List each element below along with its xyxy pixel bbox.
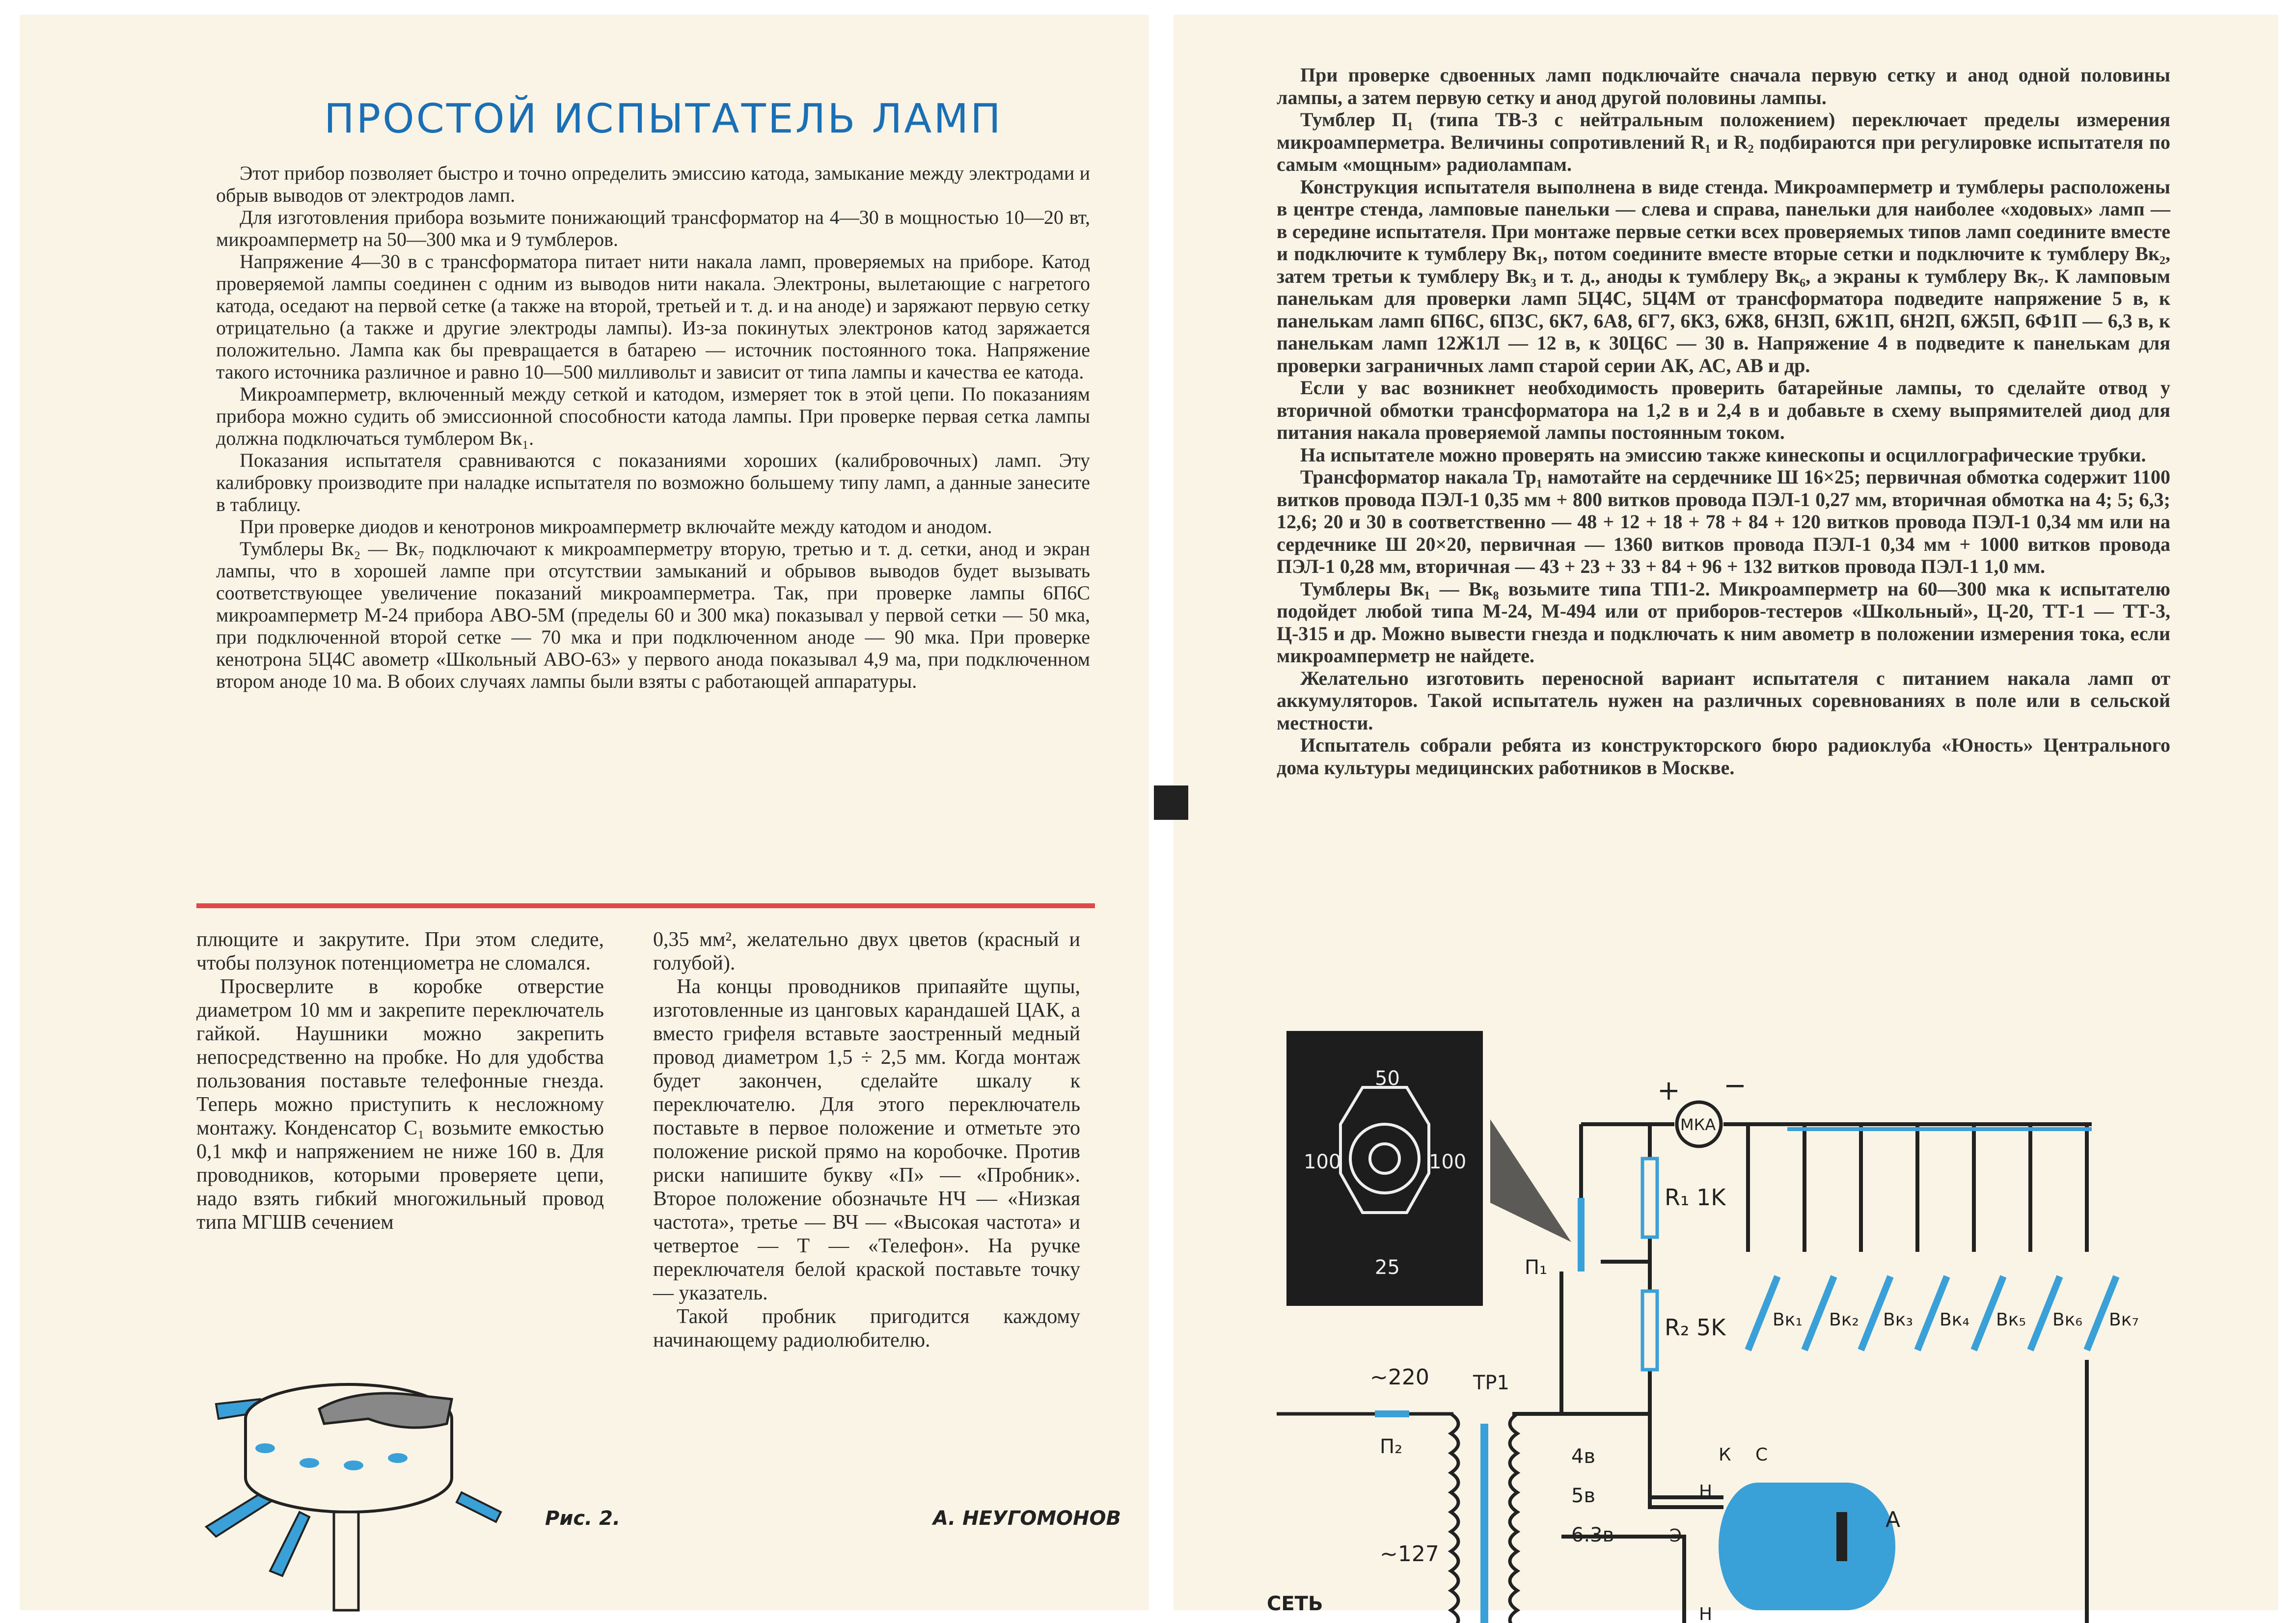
- resistor-r1-label: R₁ 1K: [1665, 1184, 1726, 1211]
- switch-shaft: [334, 1512, 358, 1610]
- spine-registration-mark: [1154, 785, 1188, 820]
- paragraph: Конструкция испытателя выполнена в виде стенда. Микроамперметр и тумблеры расположены в центре стенда, ламповые панельки — слева и справа, панельки для наиболее «ходовых» ламп — в середине испытателя. При монтаже первые сетки всех проверяемых типов ламп соедините вместе и подключите к тумблеру Вк₁, потом соедините вместе вторые сетки и подключите к тумблеру Вк₂, затем третьи к тумблеру Вк₃ и т. д., аноды к тумблеру Вк₆, а экраны к тумблеру Вк₇. К ламповым панелькам для проверки ламп 5Ц4С, 5Ц4М от трансформатора подведите напряжение 5 в, к панелькам ламп 6П6С, 6П3С, 6К7, 6А8, 6Г7, 6К3, 6Ж8, 6Н3П, 6Ж1П, 6Н2П, 6Ж5П, 6Ф1П — 6,3 в, к панелькам ламп 12Ж1Л — 12 в, к 30Ц6С — 30 в. Напряжение 4 в подведите к панелькам для проверки заграничных ламп старой серии АК, АС, АВ и др.: [1277, 175, 2170, 377]
- resistor-r1: [1642, 1159, 1657, 1237]
- meter-plus: +: [1657, 1075, 1680, 1107]
- mains-label: СЕТЬ: [1267, 1593, 1323, 1615]
- switch-bk3-label: Вк₃: [1883, 1310, 1913, 1330]
- switch-bk7-label: Вк₇: [2109, 1310, 2139, 1330]
- tube-pin-a: А: [1886, 1507, 1901, 1532]
- article-title: ПРОСТОЙ ИСПЫТАТЕЛЬ ЛАМП: [324, 96, 1003, 142]
- dial-label-bottom: 25: [1375, 1256, 1400, 1279]
- tube-pin-h1: Н: [1699, 1482, 1713, 1502]
- switch-bk6-label: Вк₆: [2052, 1310, 2082, 1330]
- tap-6-3v: 6.3в: [1571, 1524, 1614, 1546]
- switch-p1-label: П₁: [1525, 1256, 1548, 1279]
- paragraph: Этот прибор позволяет быстро и точно определить эмиссию катода, замыкание между электродами и обрыв выводов от электродов ламп.: [216, 162, 1090, 206]
- paragraph: Для изготовления прибора возьмите понижающий трансформатор на 4—30 в мощностью 10—20 вт, микроамперметр на 50—300 мка и 9 тумблеров.: [216, 206, 1090, 250]
- switch-bk5-label: Вк₅: [1996, 1310, 2026, 1330]
- tube-under-test: [1719, 1483, 1895, 1610]
- resistor-r2: [1642, 1291, 1657, 1370]
- paragraph: Если у вас возникнет необходимость проверить батарейные лампы, то сделайте отвод у вторичной обмотки трансформатора на 1,2 в и 2,4 в и добавьте в схему выпрямителей диод для питания накала проверяемой лампы постоянным током.: [1277, 377, 2170, 443]
- left-column-text: [196, 928, 604, 1234]
- microammeter-label: МКА: [1680, 1115, 1716, 1134]
- paragraph: Тумблер П₁ (типа ТВ-3 с нейтральным положением) переключает пределы измерения микроамперметра. Величины сопротивлений R₁ и R₂ подбираются при регулировке испытателя по самым «мощным» радиолампам.: [1277, 108, 2170, 175]
- paragraph: На концы проводников припаяйте щупы, изготовленные из цанговых карандашей ЦАК, а вместо грифеля вставьте заостренный медный провод диаметром 1,5 ÷ 2,5 мм. Когда монтаж будет закончен, сделайте шкалу к переключателю. Для этого переключатель поставьте в первое положение и отметьте это положение риской прямо на коробочке. Против риски напишите букву «П» — «Пробник». Второе положение обозначьте НЧ — «Низкая частота», третье — ВЧ — «Высокая частота» и четвертое — Т — «Телефон». На ручке переключателя белой краской поставьте точку — указатель.: [653, 975, 1080, 1304]
- tube-pin-e: Э: [1669, 1526, 1682, 1546]
- transformer-core: [1480, 1424, 1488, 1623]
- paragraph: На испытателе можно проверять на эмиссию также кинескопы и осциллографические трубки.: [1300, 443, 2146, 466]
- paragraph: Испытатель собрали ребята из конструкторского бюро радиоклуба «Юность» Центрального дома культуры медицинских работников в Москве.: [1277, 734, 2170, 779]
- paragraph: Тумблеры Вк₂ — Вк₇ подключают к микроамперметру вторую, третью и т. д. сетки, анод и экран лампы, что в хорошей лампе при отсутствии замыканий и обрывов выводов будет вызывать соответствующее увеличение показаний микроамперметра. Так, при проверке лампы 6П6С микроамперметр М-24 прибора АВО-5М (пределы 60 и 300 мка) показывал у первой сетки — 50 мка, при подключенной второй сетке — 70 мка и при подключенном аноде — 90 мка. При проверке кенотрона 5Ц4С авометр «Школьный АВО-63» у первого анода показывал 4,9 ма, при подключенном втором аноде 10 ма. В обоих случаях лампы были взяты с работающей аппаратуры.: [216, 538, 1090, 692]
- switch-bk2-label: Вк₂: [1829, 1310, 1859, 1330]
- tap-4v: 4в: [1571, 1445, 1596, 1468]
- tap-5v: 5в: [1571, 1485, 1596, 1507]
- resistor-r2-label: R₂ 5K: [1665, 1314, 1726, 1341]
- paragraph: Просверлите в коробке отверстие диаметром 10 мм и закрепите переключатель гайкой. Наушники можно закрепить непосредственно на пробке. Но для удобства пользования поставьте телефонные гнезда. Теперь можно приступить к несложному монтажу. Конденсатор С₁ возьмите емкостью 0,1 мкф и напряжением не ниже 160 в. Для проводников, которыми проверяете цепи, надо взять гибкий многожильный провод типа МГШВ сечением: [196, 975, 604, 1234]
- figure-caption: Рис. 2.: [545, 1507, 621, 1530]
- tube-pin-c: С: [1755, 1445, 1768, 1465]
- paragraph: Напряжение 4—30 в с трансформатора питает нити накала ламп, проверяемых на приборе. Катод проверяемой лампы соединен с одним из выводов нити накала. Электроны, вылетающие с нагретого катода, оседают на первой сетке (а также на второй, третьей и т. д. и на аноде) и заряжают первую сетку отрицательно (а также и другие электроды лампы). Из-за покинутых электронов катод заряжается положительно. Лампа как бы превращается в батарею — источник постоянного тока. Напряжение такого источника различное и равно 10—500 милливольт и зависит от типа лампы и качества ее катода.: [216, 250, 1090, 383]
- tube-pin-h2: Н: [1699, 1604, 1713, 1623]
- dial-label-top: 50: [1375, 1067, 1400, 1090]
- paragraph: Тумблеры Вк₁ — Вк₈ возьмите типа ТП1-2. Микроамперметр на 60—300 мка к испытателю подойдет любой типа М-24, М-494 или от приборов-тестеров «Школьный», Ц-20, ТТ-1 — ТТ-3, Ц-315 и др. Можно вывести гнезда и подключать к ним авометр в положении измерения тока, если микроамперметр не найдете.: [1277, 577, 2170, 667]
- dial-label-right: 100: [1429, 1151, 1467, 1173]
- rotary-switch-illustration: [196, 1365, 619, 1610]
- author-signature: А. НЕУГОМОНОВ: [933, 1507, 1121, 1530]
- switch-p2-label: П₂: [1380, 1435, 1403, 1458]
- paragraph: При проверке сдвоенных ламп подключайте сначала первую сетку и анод одной половины лампы, а затем первую сетку и анод другой половины лампы.: [1277, 64, 2170, 108]
- mains-220-label: ~220: [1370, 1365, 1429, 1390]
- paragraph: Желательно изготовить переносной вариант испытателя с питанием накала ламп от аккумуляторов. Такой испытатель нужен на различных соревнованиях в поле или в сельской местности.: [1277, 667, 2170, 734]
- paragraph: При проверке диодов и кенотронов микроамперметр включайте между катодом и анодом.: [240, 515, 992, 538]
- paragraph: Трансформатор накала Тр₁ намотайте на сердечнике Ш 16×25; первичная обмотка содержит 1100 витков провода ПЭЛ-1 0,35 мм + 800 витков провода ПЭЛ-1 0,27 мм, вторичная обмотка на 4; 5; 6,3; 12,6; 20 и 30 в соответственно — 48 + 12 + 18 + 78 + 84 + 120 витков провода ПЭЛ-1 0,34 мм или на сердечнике Ш 20×20, первичная — 1360 витков провода ПЭЛ-1 0,34 мм + 1000 витков провода ПЭЛ-1 0,28 мм, вторичная — 43 + 23 + 33 + 84 + 96 + 132 витков провода ПЭЛ-1 1,0 мм.: [1277, 466, 2170, 577]
- paragraph: Микроамперметр, включенный между сеткой и катодом, измеряет ток в этой цепи. По показаниям прибора можно судить об эмиссионной способности катода лампы. При проверке первая сетка лампы должна подключаться тумблером Вк₁.: [216, 383, 1090, 449]
- paragraph: 0,35 мм², желательно двух цветов (красный и голубой).: [653, 928, 1080, 974]
- dial-label-left: 100: [1304, 1151, 1341, 1173]
- mains-127-label: ~127: [1380, 1542, 1439, 1567]
- meter-minus: −: [1723, 1070, 1747, 1102]
- tube-tester-schematic: [1257, 1006, 2190, 1623]
- left-main-text: [216, 162, 1090, 692]
- paragraph: Показания испытателя сравниваются с показаниями хороших (калибровочных) ламп. Эту калибровку производите при наладке испытателя по возможно большему типу ламп, а данные занесите в таблицу.: [216, 449, 1090, 515]
- tube-pin-k: К: [1719, 1445, 1731, 1465]
- switch-bk4-label: Вк₄: [1940, 1310, 1969, 1330]
- transformer-label: ТР1: [1473, 1372, 1510, 1394]
- right-main-text: [1277, 64, 2170, 779]
- drop-wires: [1748, 1124, 2087, 1252]
- red-divider: [196, 903, 1095, 908]
- p1-wire: [1512, 1262, 1650, 1414]
- tube-anode: [1836, 1512, 1847, 1561]
- dial-pointer-shading: [1490, 1119, 1571, 1242]
- paragraph: Такой пробник пригодится каждому начинающему радиолюбителю.: [653, 1305, 1080, 1352]
- switch-bk1-label: Вк₁: [1773, 1310, 1803, 1330]
- paragraph: плющите и закрутите. При этом следите, чтобы ползунок потенциометра не сломался.: [196, 928, 604, 974]
- right-column-text: [653, 928, 1080, 1352]
